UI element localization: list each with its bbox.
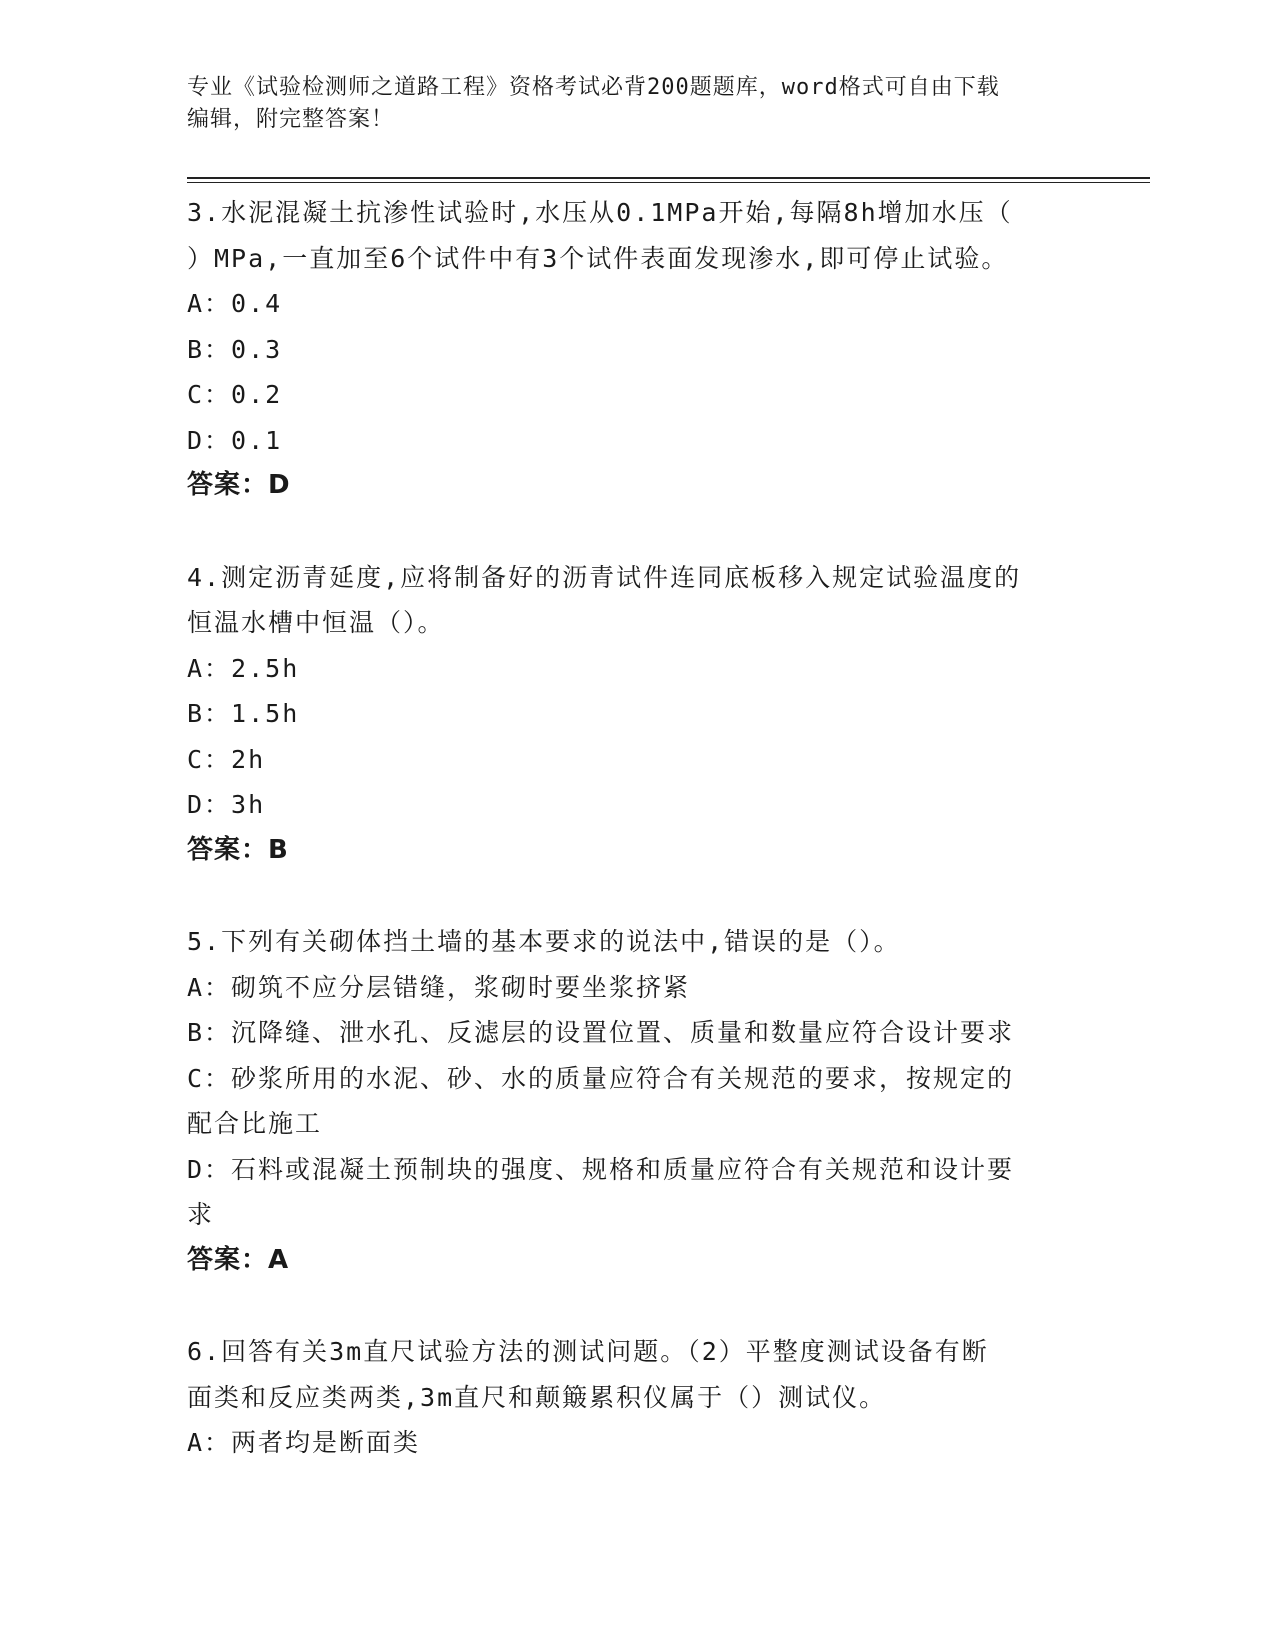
header-divider-thick — [187, 177, 1150, 179]
option-b: B：沉降缝、泄水孔、反滤层的设置位置、质量和数量应符合设计要求 — [187, 1018, 1015, 1047]
question-list — [187, 190, 1067, 1466]
option-c-continued: 配合比施工 — [187, 1109, 323, 1138]
question-spacer — [187, 873, 1067, 919]
header-line-1: 专业《试验检测师之道路工程》资格考试必背200题题库，word格式可自由下载 — [187, 75, 1000, 100]
option-d-continued: 求 — [187, 1200, 215, 1229]
answer-line: 答案：B — [187, 834, 289, 865]
answer-line: 答案：D — [187, 470, 291, 500]
option-d: D：3h — [187, 790, 266, 819]
answer-line: 答案：A — [187, 1244, 290, 1275]
option-c: C：砂浆所用的水泥、砂、水的质量应符合有关规范的要求，按规定的 — [187, 1063, 1015, 1093]
option-c: C：0.2 — [187, 380, 283, 409]
question-stem: 5.下列有关砌体挡土墙的基本要求的说法中,错误的是（）。 — [187, 927, 901, 956]
option-d: D：石料或混凝土预制块的强度、规格和质量应符合有关规范和设计要 — [187, 1154, 1015, 1184]
question-stem: 4.测定沥青延度,应将制备好的沥青试件连同底板移入规定试验温度的 — [187, 562, 1022, 592]
option-a: A：砌筑不应分层错缝，浆砌时要坐浆挤紧 — [187, 972, 691, 1002]
question-6 — [187, 1329, 1067, 1466]
question-stem: 面类和反应类两类,3m直尺和颠簸累积仪属于（）测试仪。 — [187, 1382, 887, 1412]
question-5 — [187, 919, 1067, 1283]
question-stem: 6.回答有关3m直尺试验方法的测试问题。（2）平整度测试设备有断 — [187, 1337, 989, 1366]
header-divider-thin — [187, 182, 1150, 183]
option-a: A：两者均是断面类 — [187, 1428, 421, 1457]
option-d: D：0.1 — [187, 425, 283, 455]
option-b: B：0.3 — [187, 334, 283, 364]
question-spacer — [187, 509, 1067, 555]
question-spacer — [187, 1283, 1067, 1329]
question-3 — [187, 190, 1067, 509]
option-b: B：1.5h — [187, 699, 300, 728]
question-4 — [187, 555, 1067, 874]
question-stem: 恒温水槽中恒温（）。 — [187, 608, 445, 637]
option-c: C：2h — [187, 744, 266, 774]
question-stem: 3.水泥混凝土抗渗性试验时,水压从0.1MPa开始,每隔8h增加水压（ — [187, 198, 1013, 227]
question-stem: ）MPa,一直加至6个试件中有3个试件表面发现渗水,即可停止试验。 — [187, 243, 1009, 273]
header-line-2: 编辑，附完整答案！ — [187, 107, 395, 132]
option-a: A：0.4 — [187, 289, 283, 318]
document-header — [187, 72, 1067, 136]
option-a: A：2.5h — [187, 653, 300, 683]
